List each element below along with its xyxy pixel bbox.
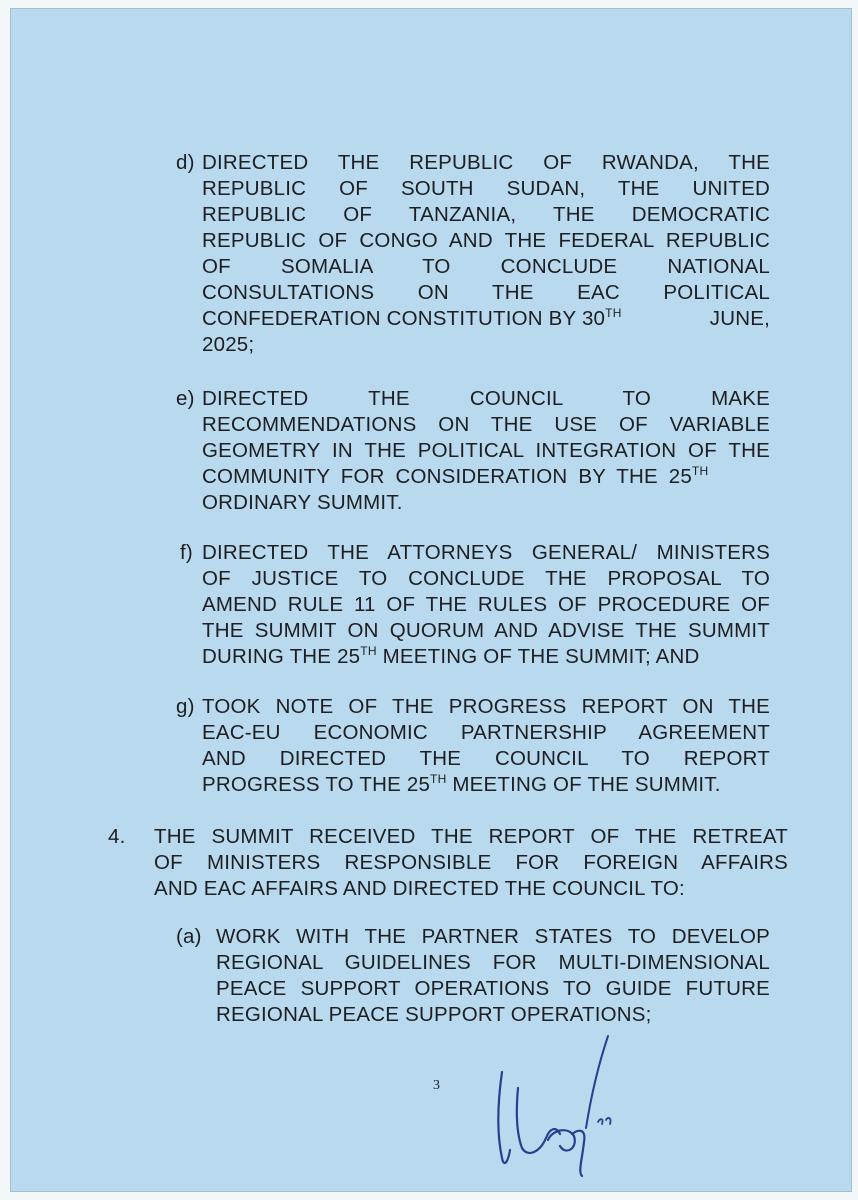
text-line: REGIONAL PEACE SUPPORT OPERATIONS;	[216, 1003, 652, 1026]
paragraph-number: 4.	[108, 825, 126, 848]
item-marker: (a)	[176, 925, 202, 948]
text-line	[202, 306, 770, 332]
text-line: REPUBLIC OF SOUTH SUDAN, THE UNITED	[202, 177, 770, 200]
item-text	[202, 540, 770, 670]
item-text	[202, 694, 770, 798]
text-line: DURING THE 25TH MEETING OF THE SUMMIT; AND	[202, 644, 700, 668]
text-line: RECOMMENDATIONS ON THE USE OF VARIABLE	[202, 413, 770, 436]
item-text	[202, 150, 770, 358]
text-line: AMEND RULE 11 OF THE RULES OF PROCEDURE OF	[202, 593, 770, 616]
item-marker: d)	[176, 151, 195, 174]
text-line: DIRECTED THE COUNCIL TO MAKE	[202, 387, 770, 410]
item-marker: e)	[176, 387, 195, 410]
text-line: OF SOMALIA TO CONCLUDE NATIONAL	[202, 255, 770, 278]
text-line: 2025;	[202, 333, 255, 356]
item-marker: f)	[180, 541, 193, 564]
text-line: DIRECTED THE REPUBLIC OF RWANDA, THE	[202, 151, 770, 174]
text-line: WORK WITH THE PARTNER STATES TO DEVELOP	[216, 925, 770, 948]
text-line: AND DIRECTED THE COUNCIL TO REPORT	[202, 747, 770, 770]
text-line: THE SUMMIT RECEIVED THE REPORT OF THE RETREAT	[154, 825, 788, 848]
text-line: REGIONAL GUIDELINES FOR MULTI-DIMENSIONAL	[216, 951, 770, 974]
ordinal-suffix: TH	[691, 464, 709, 478]
text-line: ORDINARY SUMMIT.	[202, 491, 403, 514]
text-line: REPUBLIC OF TANZANIA, THE DEMOCRATIC	[202, 203, 770, 226]
item-text	[202, 386, 770, 516]
line-segment: CONFEDERATION CONSTITUTION BY 30TH	[202, 306, 622, 330]
text-line: TOOK NOTE OF THE PROGRESS REPORT ON THE	[202, 695, 770, 718]
handwritten-signature-icon	[488, 1030, 628, 1180]
line-segment: COMMUNITY FOR CONSIDERATION BY THE 25	[202, 465, 692, 488]
text-line: REPUBLIC OF CONGO AND THE FEDERAL REPUBLIC	[202, 229, 770, 252]
text-line: PEACE SUPPORT OPERATIONS TO GUIDE FUTURE	[216, 977, 770, 1000]
text-line: THE SUMMIT ON QUORUM AND ADVISE THE SUMMIT	[202, 619, 770, 642]
item-marker: g)	[176, 695, 195, 718]
text-line: OF MINISTERS RESPONSIBLE FOR FOREIGN AFFAIRS	[154, 851, 788, 874]
ordinal-suffix: TH	[430, 772, 447, 786]
page-number: 3	[433, 1078, 440, 1093]
text-line: OF JUSTICE TO CONCLUDE THE PROPOSAL TO	[202, 567, 770, 590]
ordinal-suffix: TH	[360, 644, 377, 658]
text-line: EAC-EU ECONOMIC PARTNERSHIP AGREEMENT	[202, 721, 770, 744]
text-line: GEOMETRY IN THE POLITICAL INTEGRATION OF THE	[202, 439, 770, 462]
text-line: CONSULTATIONS ON THE EAC POLITICAL	[202, 281, 770, 304]
line-segment: JUNE,	[709, 307, 770, 330]
text-line	[202, 464, 770, 490]
paragraph-text	[154, 824, 788, 902]
text-line: PROGRESS TO THE 25TH MEETING OF THE SUMMIT.	[202, 772, 721, 796]
item-text	[216, 924, 770, 1028]
ordinal-suffix: TH	[605, 306, 622, 320]
text-line: DIRECTED THE ATTORNEYS GENERAL/ MINISTERS	[202, 541, 770, 564]
document-page	[10, 8, 852, 1192]
text-line: AND EAC AFFAIRS AND DIRECTED THE COUNCIL TO:	[154, 877, 685, 900]
